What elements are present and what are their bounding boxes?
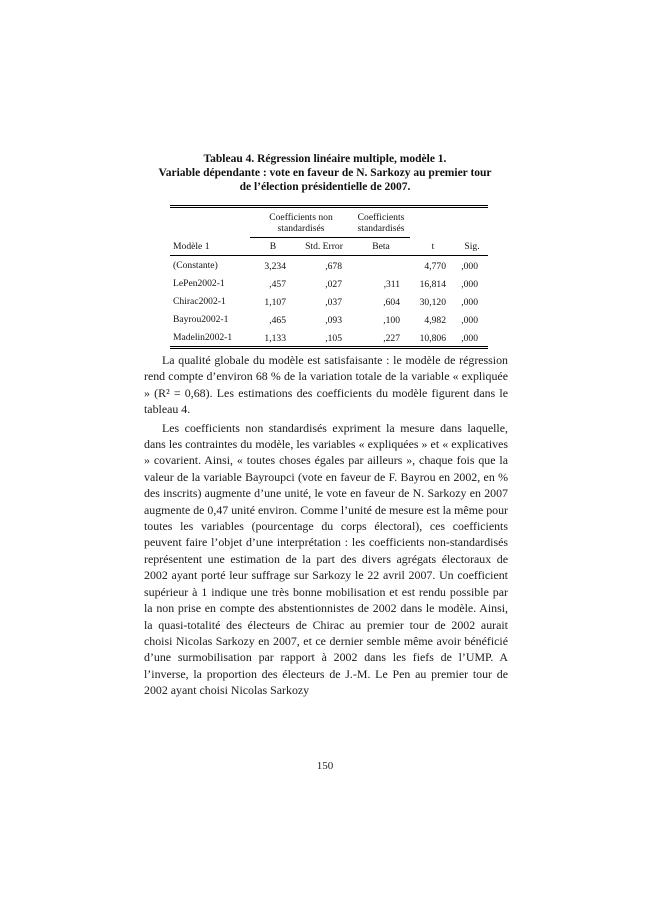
group-header-spacer xyxy=(410,207,456,238)
cell-std-error: ,037 xyxy=(325,297,342,308)
group-header-row xyxy=(170,207,488,238)
row-label: LePen2002-1 xyxy=(173,277,225,289)
cell-t: 30,120 xyxy=(419,297,446,308)
table-row-chirac xyxy=(170,292,488,310)
column-header-row xyxy=(170,238,488,256)
cell-beta: ,227 xyxy=(383,333,400,344)
group-header-spacer xyxy=(456,207,488,238)
cell-t: 4,982 xyxy=(424,315,446,326)
cell-t: 4,770 xyxy=(424,261,446,272)
table-row-constante xyxy=(170,256,488,275)
table-row-bayrou xyxy=(170,310,488,328)
column-header-sig: Sig. xyxy=(456,238,488,256)
column-header-std-error: Std. Error xyxy=(296,238,352,256)
table-row-lepen xyxy=(170,274,488,292)
column-header-model: Modèle 1 xyxy=(170,238,250,256)
group-header-unstandardized: Coefficients non standardisés xyxy=(250,207,352,238)
group-header-spacer xyxy=(170,207,250,238)
cell-t: 10,806 xyxy=(419,333,446,344)
cell-sig: ,000 xyxy=(461,279,478,290)
caption-line-2: Variable dépendante : vote en faveur de N. Sarkozy au premier tour xyxy=(158,166,492,179)
cell-beta: ,311 xyxy=(383,279,400,290)
cell-beta: ,604 xyxy=(383,297,400,308)
cell-sig: ,000 xyxy=(461,315,478,326)
cell-sig: ,000 xyxy=(461,261,478,272)
paragraph-model-quality: La qualité globale du modèle est satisfaisante : le modèle de régression rend compte d’environ 68 % de la variation totale de la variable « expliquée » (R² = 0,68). Les estimations des coefficients du modèle figurent dans le tableau 4. xyxy=(144,353,508,417)
cell-sig: ,000 xyxy=(461,333,478,344)
column-header-b: B xyxy=(250,238,296,256)
cell-beta: ,100 xyxy=(383,315,400,326)
caption-line-3: de l’élection présidentielle de 2007. xyxy=(239,180,411,193)
row-label: Chirac2002-1 xyxy=(173,295,226,307)
body-text xyxy=(144,352,508,699)
row-label: Bayrou2002-1 xyxy=(173,313,229,325)
cell-std-error: ,027 xyxy=(325,279,342,290)
table-row-madelin xyxy=(170,328,488,348)
cell-b: 1,133 xyxy=(264,333,286,344)
paragraph-coefficients-interpretation: Les coefficients non standardisés expriment la mesure dans laquelle, dans les contraintes du modèle, les variables « expliquées » et « explicatives » covarient. Ainsi, « toutes choses égales par ailleurs », chaque fois que la valeur de la variable Bayroupci (vote en faveur de F. Bayrou en 2002, en % des inscrits) augmente d’une unité, le vote en faveur de N. Sarkozy en 2007 augmente de 0,47 unité environ. Comme l’unité de mesure est la même pour toutes les variables (pourcentage du corps électoral), ces coefficients peuvent faire l’objet d’une interprétation : les coefficients non-standardisés représentent une estimation de la part des divers agrégats électoraux de 2002 ayant porté leur suffrage sur Sarkozy le 22 avril 2007. Un coefficient supérieur à 1 indique une très bonne mobilisation et est rendu possible par la non prise en compte des abstentionnistes de 2002 dans le modèle. Ainsi, la quasi-totalité des électeurs de Chirac au premier tour de 2002 aurait choisi Nicolas Sarkozy en 2007, et ce dernier semble même avoir bénéficié d’une surmobilisation par rapport à 2002 dans les fiefs de l’UMP. A l’inverse, la proportion des électeurs de J.-M. Le Pen au premier tour de 2002 ayant choisi Nicolas Sarkozy xyxy=(144,420,508,698)
cell-std-error: ,105 xyxy=(325,333,342,344)
cell-t: 16,814 xyxy=(419,279,446,290)
column-header-beta: Beta xyxy=(352,238,410,256)
table-caption xyxy=(0,153,650,194)
cell-std-error: ,678 xyxy=(325,261,342,272)
cell-b: 3,234 xyxy=(264,261,286,272)
caption-line-1: Tableau 4. Régression linéaire multiple, modèle 1. xyxy=(203,153,447,165)
regression-table xyxy=(170,205,488,349)
cell-beta xyxy=(352,256,410,275)
group-header-standardized: Coefficients standardisés xyxy=(352,207,410,238)
cell-b: ,465 xyxy=(269,315,286,326)
cell-b: ,457 xyxy=(269,279,286,290)
cell-std-error: ,093 xyxy=(325,315,342,326)
cell-sig: ,000 xyxy=(461,297,478,308)
column-header-t: t xyxy=(410,238,456,256)
cell-b: 1,107 xyxy=(264,297,286,308)
page-number: 150 xyxy=(316,760,334,772)
regression-table-container xyxy=(170,205,488,349)
row-label: (Constante) xyxy=(173,259,218,271)
row-label: Madelin2002-1 xyxy=(173,331,233,343)
